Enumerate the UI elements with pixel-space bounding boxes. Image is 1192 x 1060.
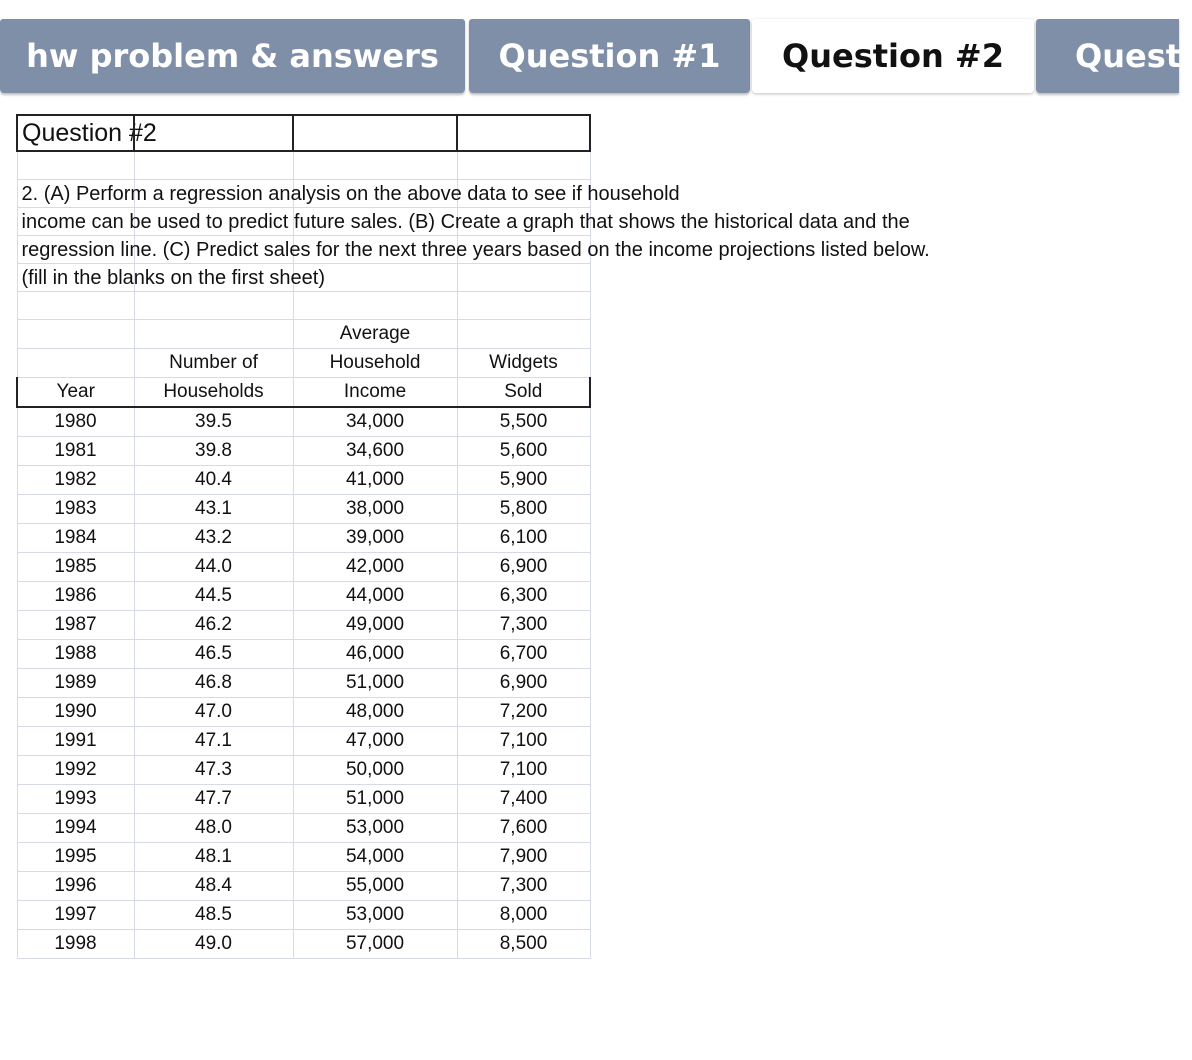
table-cell[interactable]: 47.7 (134, 784, 293, 813)
table-cell[interactable]: 48.4 (134, 871, 293, 900)
table-cell[interactable]: 48.0 (134, 813, 293, 842)
table-cell[interactable]: 7,100 (457, 726, 590, 755)
table-cell[interactable]: 1991 (17, 726, 134, 755)
header-cell[interactable] (17, 348, 134, 377)
table-cell[interactable]: 1983 (17, 494, 134, 523)
tab-question-3[interactable]: Questi (1036, 19, 1179, 93)
table-cell[interactable]: 48.5 (134, 900, 293, 929)
table-cell[interactable]: 8,500 (457, 929, 590, 958)
table-cell[interactable]: 1993 (17, 784, 134, 813)
table-cell[interactable]: 7,300 (457, 871, 590, 900)
cell[interactable] (293, 291, 457, 319)
title-row (17, 115, 590, 151)
table-cell[interactable]: 1995 (17, 842, 134, 871)
table-cell[interactable]: 7,900 (457, 842, 590, 871)
table-cell[interactable]: 51,000 (293, 784, 457, 813)
table-cell[interactable]: 6,900 (457, 668, 590, 697)
table-cell[interactable]: 47.1 (134, 726, 293, 755)
table-cell[interactable]: 49,000 (293, 610, 457, 639)
table-cell[interactable]: 47,000 (293, 726, 457, 755)
table-cell[interactable]: 1998 (17, 929, 134, 958)
table-cell[interactable]: 7,200 (457, 697, 590, 726)
table-cell[interactable]: 46.2 (134, 610, 293, 639)
table-cell[interactable]: 1981 (17, 436, 134, 465)
header-cell[interactable]: Average (293, 319, 457, 348)
prompt-cell[interactable] (17, 179, 680, 207)
header-cell[interactable]: Sold (457, 377, 590, 407)
table-cell[interactable]: 55,000 (293, 871, 457, 900)
table-cell[interactable]: 5,900 (457, 465, 590, 494)
table-cell[interactable]: 43.2 (134, 523, 293, 552)
cell[interactable] (457, 263, 590, 291)
table-row (17, 523, 590, 552)
table-row (17, 407, 590, 437)
table-row (17, 465, 590, 494)
table-cell[interactable]: 7,100 (457, 755, 590, 784)
header-cell[interactable]: Number of (134, 348, 293, 377)
header-row-3 (17, 377, 590, 407)
table-cell[interactable]: 42,000 (293, 552, 457, 581)
header-cell[interactable]: Widgets (457, 348, 590, 377)
table-row (17, 755, 590, 784)
table-cell[interactable]: 51,000 (293, 668, 457, 697)
blank-row (17, 151, 590, 179)
cell[interactable] (17, 291, 134, 319)
table-row (17, 813, 590, 842)
tab-hw-problem-answers[interactable]: hw problem & answers (0, 19, 465, 93)
header-row-2 (17, 348, 590, 377)
table-cell[interactable]: 38,000 (293, 494, 457, 523)
table-cell[interactable]: 50,000 (293, 755, 457, 784)
prompt-line-2: income can be used to predict future sales. (B) Create a graph that shows the historical data and the (21, 210, 910, 233)
header-cell[interactable]: Year (17, 377, 134, 407)
table-cell[interactable]: 1992 (17, 755, 134, 784)
table-row (17, 581, 590, 610)
table-cell[interactable]: 34,600 (293, 436, 457, 465)
table-cell[interactable]: 6,100 (457, 523, 590, 552)
header-cell[interactable] (134, 319, 293, 348)
table-row (17, 552, 590, 581)
table-cell[interactable]: 1988 (17, 639, 134, 668)
cell[interactable] (293, 115, 457, 151)
table-cell[interactable]: 1990 (17, 697, 134, 726)
table-row (17, 900, 590, 929)
cell[interactable] (134, 291, 293, 319)
table-cell[interactable]: 7,300 (457, 610, 590, 639)
header-cell[interactable]: Income (293, 377, 457, 407)
table-row (17, 697, 590, 726)
cell[interactable] (293, 151, 457, 179)
table-cell[interactable]: 46.8 (134, 668, 293, 697)
table-cell[interactable]: 57,000 (293, 929, 457, 958)
header-cell[interactable] (17, 319, 134, 348)
table-cell[interactable]: 48,000 (293, 697, 457, 726)
table-cell[interactable]: 1986 (17, 581, 134, 610)
table-cell[interactable]: 1996 (17, 871, 134, 900)
table-cell[interactable]: 39,000 (293, 523, 457, 552)
table-cell[interactable]: 1989 (17, 668, 134, 697)
table-cell[interactable]: 1994 (17, 813, 134, 842)
table-cell[interactable]: 1997 (17, 900, 134, 929)
table-cell[interactable]: 39.5 (134, 407, 293, 437)
table-cell[interactable]: 54,000 (293, 842, 457, 871)
table-cell[interactable]: 48.1 (134, 842, 293, 871)
table-cell[interactable]: 1985 (17, 552, 134, 581)
header-cell[interactable] (457, 319, 590, 348)
table-row (17, 871, 590, 900)
table-cell[interactable]: 6,700 (457, 639, 590, 668)
prompt-row (17, 207, 590, 235)
table-row (17, 668, 590, 697)
table-cell[interactable]: 7,600 (457, 813, 590, 842)
cell[interactable] (457, 115, 590, 151)
table-cell[interactable]: 44,000 (293, 581, 457, 610)
header-cell[interactable]: Household (293, 348, 457, 377)
table-cell[interactable]: 7,400 (457, 784, 590, 813)
table-row (17, 842, 590, 871)
table-cell[interactable]: 6,900 (457, 552, 590, 581)
table-cell[interactable]: 47.0 (134, 697, 293, 726)
prompt-cell[interactable] (17, 207, 910, 235)
sheet-title[interactable] (17, 115, 293, 151)
prompt-line-3: regression line. (C) Predict sales for the next three years based on the income projections listed below. (21, 238, 930, 261)
table-cell[interactable]: 41,000 (293, 465, 457, 494)
cell[interactable] (457, 151, 590, 179)
header-row-1 (17, 319, 590, 348)
table-row (17, 639, 590, 668)
prompt-row (17, 179, 590, 207)
cell[interactable] (134, 151, 293, 179)
table-cell[interactable]: 46.5 (134, 639, 293, 668)
table-cell[interactable]: 5,800 (457, 494, 590, 523)
spreadsheet-grid (16, 114, 930, 959)
table-cell[interactable]: 1982 (17, 465, 134, 494)
table-cell[interactable]: 53,000 (293, 813, 457, 842)
sheet-title-text: Question #2 (22, 119, 157, 147)
prompt-line-1: 2. (A) Perform a regression analysis on the above data to see if household (21, 182, 680, 205)
table-cell[interactable]: 8,000 (457, 900, 590, 929)
table-cell[interactable]: 44.5 (134, 581, 293, 610)
sheet-tab-bar (0, 0, 1192, 100)
tab-question-1[interactable]: Question #1 (469, 19, 750, 93)
blank-row (17, 291, 590, 319)
table-cell[interactable]: 47.3 (134, 755, 293, 784)
table-cell[interactable]: 46,000 (293, 639, 457, 668)
prompt-line-4: (fill in the blanks on the first sheet) (21, 266, 325, 289)
tab-question-2[interactable]: Question #2 (752, 19, 1034, 93)
table-cell[interactable]: 6,300 (457, 581, 590, 610)
table-cell[interactable]: 49.0 (134, 929, 293, 958)
table-cell[interactable]: 43.1 (134, 494, 293, 523)
table-row (17, 494, 590, 523)
prompt-cell[interactable] (17, 235, 930, 263)
prompt-cell[interactable] (17, 263, 325, 291)
cell[interactable] (17, 151, 134, 179)
table-cell[interactable]: 1980 (17, 407, 134, 437)
table-cell[interactable]: 5,500 (457, 407, 590, 437)
table-row (17, 784, 590, 813)
table-cell[interactable]: 40.4 (134, 465, 293, 494)
header-cell[interactable]: Households (134, 377, 293, 407)
table-cell[interactable]: 1987 (17, 610, 134, 639)
table-cell[interactable]: 53,000 (293, 900, 457, 929)
table-row (17, 610, 590, 639)
table-row (17, 726, 590, 755)
table-cell[interactable]: 39.8 (134, 436, 293, 465)
table-cell[interactable]: 34,000 (293, 407, 457, 437)
cell[interactable] (457, 291, 590, 319)
table-row (17, 929, 590, 958)
table-row (17, 436, 590, 465)
table-cell[interactable]: 5,600 (457, 436, 590, 465)
prompt-row (17, 235, 590, 263)
table-cell[interactable]: 44.0 (134, 552, 293, 581)
prompt-row (17, 263, 590, 291)
table-cell[interactable]: 1984 (17, 523, 134, 552)
